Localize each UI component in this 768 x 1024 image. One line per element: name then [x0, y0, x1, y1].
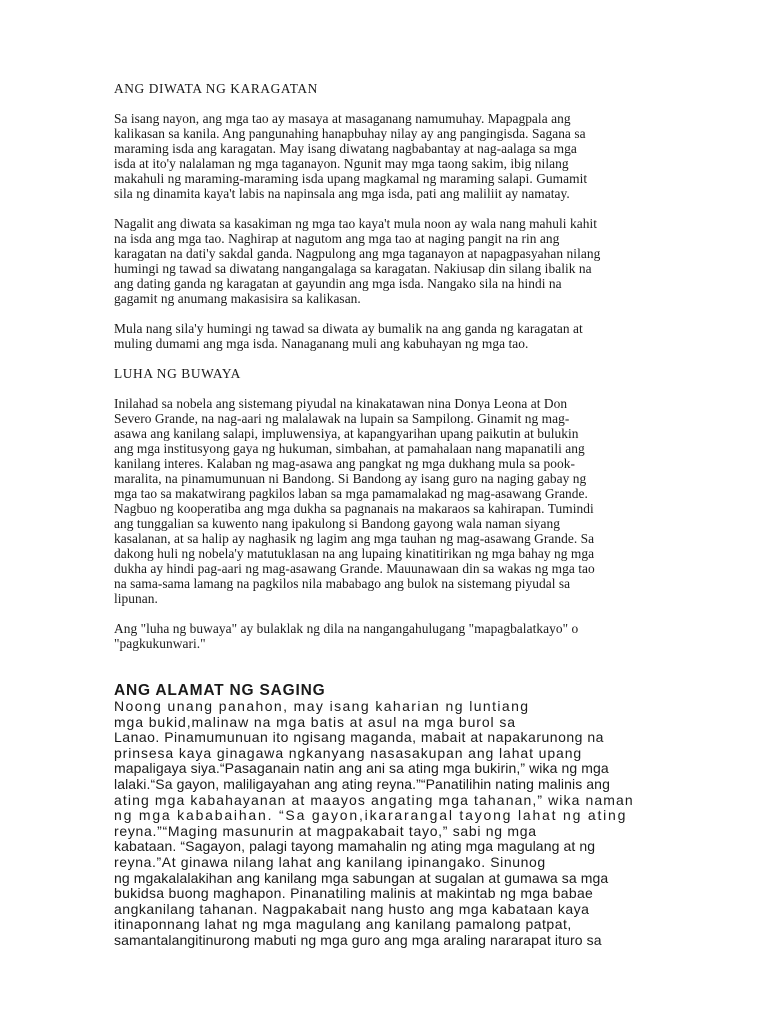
text-line: reyna.”At ginawa nilang lahat ang kanilang ipinangako. Sinunog [114, 853, 546, 870]
paragraph [114, 396, 674, 606]
text-line: mga tao sa makatwirang pagkilos laban sa mga pamamalakad ng mag-asawang Grande. [114, 486, 588, 501]
text-line: lipunan. [114, 591, 158, 606]
text-line: Mula nang sila'y humingi ng tawad sa diwata ay bumalik na ang ganda ng karagatan at [114, 321, 583, 336]
text-line: muling dumami ang mga isda. Nanaganang muli ang kabuhayan ng mga tao. [114, 336, 529, 351]
text-line: mapaligaya siya.“Pasaganain natin ang ani sa ating mga bukirin,” wika ng mga [114, 760, 609, 777]
text-line: ng mgakalalakihan ang kanilang mga sabungan at sugalan at gumawa sa mga [114, 869, 609, 886]
text-line: reyna.”“Maging masunurin at magpakabait tayo,” sabi ng mga [114, 822, 537, 839]
text-line: ang mga institusyong gaya ng hukuman, simbahan, at pamahalaan nang mapanatili ang [114, 441, 585, 456]
text-line: ang tunggalian sa kuwento nang ipakulong si Bandong gayong wala naman siyang [114, 516, 560, 531]
section-title-text: LUHA NG BUWAYA [114, 366, 241, 381]
text-line: mga bukid,malinaw na mga batis at asul na mga burol sa [114, 713, 516, 730]
text-line: kalikasan sa kanila. Ang pangunahing hanapbuhay nilay ay ang pangingisda. Sagana sa [114, 126, 586, 141]
text-line: Sa isang nayon, ang mga tao ay masaya at masaganang namumuhay. Mapagpala ang [114, 111, 571, 126]
text-line: kanilang interes. Kalaban ng mag-asawa ang pangkat ng mga dukhang mula sa pook- [114, 456, 575, 471]
text-line: Severo Grande, na nag-aari ng malalawak na lupain sa Sampilong. Ginamit ng mag- [114, 411, 570, 426]
text-line: kasalanan, at sa halip ay naghasik ng lagim ang mga tauhan ng mag-asawang Grande. Sa [114, 531, 595, 546]
text-line: karagatan na dati'y sakdal ganda. Nagpulong ang mga taganayon at napagpasyahan nilang [114, 246, 601, 261]
text-line: sila ng dinamita kaya't labis na napinsala ang mga isda, pati ang maliliit ay namatay. [114, 186, 570, 201]
paragraph [114, 111, 674, 201]
section-title-diwata [114, 81, 674, 96]
text-line: Ang "luha ng buwaya" ay bulaklak ng dila na nangangahulugang "mapagbalatkayo" o [114, 621, 579, 636]
text-line: "pagkukunwari." [114, 636, 206, 651]
text-line: lalaki.“Sa gayon, maliligayahan ang ating reyna.”“Panatilihin nating malinis ang [114, 775, 610, 792]
text-line: Inilahad sa nobela ang sistemang piyudal na kinakatawan nina Donya Leona at Don [114, 396, 568, 411]
text-line: maralita, na pinamumunuan ni Bandong. Si Bandong ay isang guro na naging gabay ng [114, 471, 587, 486]
text-line: maraming isda ang karagatan. May isang diwatang nagbabantay at nag-aalaga sa mga [114, 141, 577, 156]
section-title-luha [114, 366, 674, 381]
paragraph [114, 621, 674, 651]
text-line: dukha ay hindi pag-aari ng mag-asawang Grande. Mauunawaan din sa wakas ng mga tao [114, 561, 595, 576]
text-line: prinsesa kaya ginagawa ngkanyang nasasakupan ang lahat upang [114, 744, 583, 761]
paragraph [114, 699, 674, 949]
text-line: Noong unang panahon, may isang kaharian ng luntiang [114, 698, 530, 714]
text-line: Nagbuo ng kooperatiba ang mga dukha sa pagnanais na makaraos sa kahirapan. Tumindi [114, 501, 594, 516]
text-line: Lanao. Pinamumunuan ito ngisang maganda, mabait at napakarunong na [114, 729, 604, 746]
text-line: angkanilang tahanan. Nagpakabait nang husto ang mga kabataan kaya [114, 900, 590, 917]
text-line: asawa ang kanilang salapi, impluwensiya, at kapangyarihan upang paikutin at bulukin [114, 426, 579, 441]
text-line: ating mga kabahayanan at maayos angating mga tahanan,” wika naman [114, 791, 634, 808]
text-line: isda at ito'y nalalaman ng mga taganayon. Ngunit may mga taong sakim, ibig nilang [114, 156, 569, 171]
text-line: na isda ang mga tao. Naghirap at nagutom ang mga tao at naging pangit na rin ang [114, 231, 560, 246]
text-line: gagamit ng anumang makasisira sa kalikasan. [114, 291, 361, 306]
text-line: bukidsa buong maghapon. Pinanatiling malinis at makintab ng mga babae [114, 885, 594, 902]
text-line: itinaponnang lahat ng mga magulang ang kanilang pamalong patpat, [114, 916, 572, 933]
section-title-text: ANG DIWATA NG KARAGATAN [114, 81, 318, 96]
text-line: dakong huli ng nobela'y matutuklasan na ang lupaing kinatitirikan ng mga bahay ng mga [114, 546, 595, 561]
section-title-saging [114, 683, 674, 699]
text-line: na sama-sama lamang na pagkilos nila mababago ang bulok na sistemang piyudal sa [114, 576, 571, 591]
paragraph [114, 321, 674, 351]
text-line: samantalangitinurong mabuti ng mga guro ang mga araling nararapat ituro sa [114, 931, 602, 948]
section-title-text: ANG ALAMAT NG SAGING [114, 682, 326, 699]
paragraph [114, 216, 674, 306]
text-line: makahuli ng maraming-maraming isda upang magkamal ng maraming salapi. Gumamit [114, 171, 588, 186]
text-line: ang dating ganda ng karagatan at gayundin ang mga isda. Nangako sila na hindi na [114, 276, 562, 291]
text-line: Nagalit ang diwata sa kasakiman ng mga tao kaya't mula noon ay wala nang mahuli kahit [114, 216, 598, 231]
text-line: humingi ng tawad sa diwatang nangangalaga sa karagatan. Nakiusap din silang ibalik na [114, 261, 592, 276]
text-line: ng mga kababaihan. “Sa gayon,ikararangal tayong lahat ng ating [114, 807, 628, 824]
text-line: kabataan. “Sagayon, palagi tayong mamahalin ng ating mga magulang at ng [114, 838, 596, 855]
